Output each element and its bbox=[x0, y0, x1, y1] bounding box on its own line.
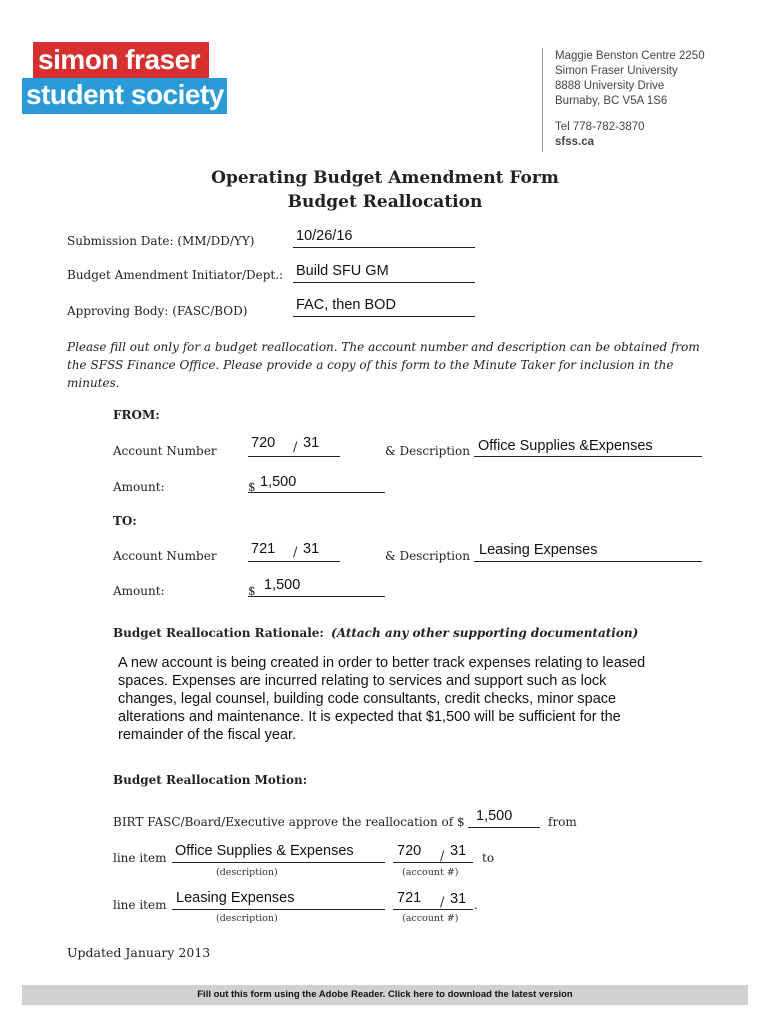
from-description-label: & Description bbox=[385, 444, 470, 458]
address-tel: Tel 778-782-3870 bbox=[555, 121, 645, 133]
motion-description-caption-2: (description) bbox=[216, 913, 278, 924]
from-account-part1-field[interactable]: 720 bbox=[251, 435, 276, 451]
initiator-label: Budget Amendment Initiator/Dept.: bbox=[67, 268, 284, 282]
to-account-part2-field[interactable]: 31 bbox=[303, 541, 320, 557]
approving-body-label: Approving Body: (FASC/BOD) bbox=[67, 304, 248, 318]
motion-to-word: to bbox=[482, 851, 495, 865]
motion-amount-field[interactable]: 1,500 bbox=[476, 808, 513, 824]
to-account-underline bbox=[248, 561, 340, 562]
address-divider bbox=[542, 48, 543, 152]
motion-to-account-underline bbox=[393, 909, 473, 910]
from-amount-label: Amount: bbox=[113, 480, 165, 494]
address-line-1: Maggie Benston Centre 2250 bbox=[555, 50, 705, 62]
motion-from-account-underline bbox=[393, 862, 473, 863]
logo-line-1: simon fraser bbox=[38, 44, 201, 75]
motion-to-account2-field[interactable]: 31 bbox=[450, 891, 467, 907]
initiator-field[interactable]: Build SFU GM bbox=[296, 263, 389, 279]
from-currency-symbol: $ bbox=[248, 480, 256, 494]
logo-line-2: student society bbox=[26, 79, 224, 110]
motion-to-description-field[interactable]: Leasing Expenses bbox=[176, 890, 295, 906]
to-description-field[interactable]: Leasing Expenses bbox=[479, 542, 598, 558]
initiator-underline bbox=[293, 282, 475, 283]
from-description-underline bbox=[474, 456, 702, 457]
motion-from-description-field[interactable]: Office Supplies & Expenses bbox=[175, 843, 354, 859]
submission-date-underline bbox=[293, 247, 475, 248]
from-heading: FROM: bbox=[113, 408, 160, 422]
form-subtitle: Budget Reallocation bbox=[287, 192, 483, 212]
motion-from-account-slash: / bbox=[440, 849, 445, 864]
motion-from-account1-field[interactable]: 720 bbox=[397, 843, 422, 859]
submission-date-label: Submission Date: (MM/DD/YY) bbox=[67, 234, 255, 248]
from-description-field[interactable]: Office Supplies &Expenses bbox=[478, 438, 653, 454]
to-description-underline bbox=[474, 561, 702, 562]
rationale-heading-note: (Attach any other supporting documentation) bbox=[331, 626, 639, 640]
from-amount-field[interactable]: 1,500 bbox=[260, 474, 297, 490]
from-amount-underline bbox=[248, 492, 385, 493]
motion-to-account-slash: / bbox=[440, 895, 445, 910]
motion-line-item-label-2: line item bbox=[113, 898, 167, 912]
approving-body-field[interactable]: FAC, then BOD bbox=[296, 297, 396, 313]
from-account-slash: / bbox=[293, 440, 298, 455]
to-account-part1-field[interactable]: 721 bbox=[251, 541, 276, 557]
to-currency-symbol: $ bbox=[248, 584, 256, 598]
address-line-3: 8888 University Drive bbox=[555, 80, 665, 92]
submission-date-field[interactable]: 10/26/16 bbox=[296, 228, 353, 244]
approving-body-underline bbox=[293, 316, 475, 317]
to-amount-underline bbox=[248, 596, 385, 597]
from-account-label: Account Number bbox=[113, 444, 217, 458]
to-account-label: Account Number bbox=[113, 549, 217, 563]
rationale-heading-text: Budget Reallocation Rationale: bbox=[113, 626, 324, 640]
address-line-2: Simon Fraser University bbox=[555, 65, 678, 77]
rationale-heading bbox=[113, 626, 638, 640]
from-account-part2-field[interactable]: 31 bbox=[303, 435, 320, 451]
motion-amount-underline bbox=[468, 827, 540, 828]
to-amount-field[interactable]: 1,500 bbox=[264, 577, 301, 593]
instructions: Please fill out only for a budget reallocation. The account number and description can be obtained from the SFSS Finance Office. Please provide a copy of this form to the Minute Taker for inclusion in the minutes. bbox=[67, 340, 700, 390]
motion-account-caption-2: (account #) bbox=[402, 913, 459, 924]
motion-period: . bbox=[474, 898, 478, 912]
rationale-text-field[interactable]: A new account is being created in order to better track expenses relating to leased spaces. Expenses are incurred relating to services and support such as lock changes, legal counsel, building code consultants, credit checks, minor space alterations and maintenance. It is expected that $1,500 will be sufficient for the remainder of the fiscal year. bbox=[118, 655, 646, 743]
motion-birt-text: BIRT FASC/Board/Executive approve the reallocation of $ bbox=[113, 815, 465, 829]
motion-to-description-underline bbox=[172, 909, 385, 910]
to-amount-label: Amount: bbox=[113, 584, 165, 598]
address-web: sfss.ca bbox=[555, 136, 595, 148]
to-account-slash: / bbox=[293, 545, 298, 560]
motion-account-caption-1: (account #) bbox=[402, 867, 459, 878]
from-account-underline bbox=[248, 456, 340, 457]
form-title: Operating Budget Amendment Form bbox=[211, 168, 559, 188]
adobe-reader-download-link[interactable]: Fill out this form using the Adobe Reader. Click here to download the latest version bbox=[22, 985, 748, 1005]
motion-from-description-underline bbox=[172, 862, 385, 863]
motion-to-account1-field[interactable]: 721 bbox=[397, 890, 422, 906]
address-line-4: Burnaby, BC V5A 1S6 bbox=[555, 95, 668, 107]
to-heading: TO: bbox=[113, 514, 137, 528]
motion-from-account2-field[interactable]: 31 bbox=[450, 843, 467, 859]
motion-line-item-label-1: line item bbox=[113, 851, 167, 865]
updated-date: Updated January 2013 bbox=[67, 945, 211, 960]
motion-from-word: from bbox=[548, 815, 577, 829]
to-description-label: & Description bbox=[385, 549, 470, 563]
motion-description-caption-1: (description) bbox=[216, 867, 278, 878]
motion-heading: Budget Reallocation Motion: bbox=[113, 773, 308, 787]
